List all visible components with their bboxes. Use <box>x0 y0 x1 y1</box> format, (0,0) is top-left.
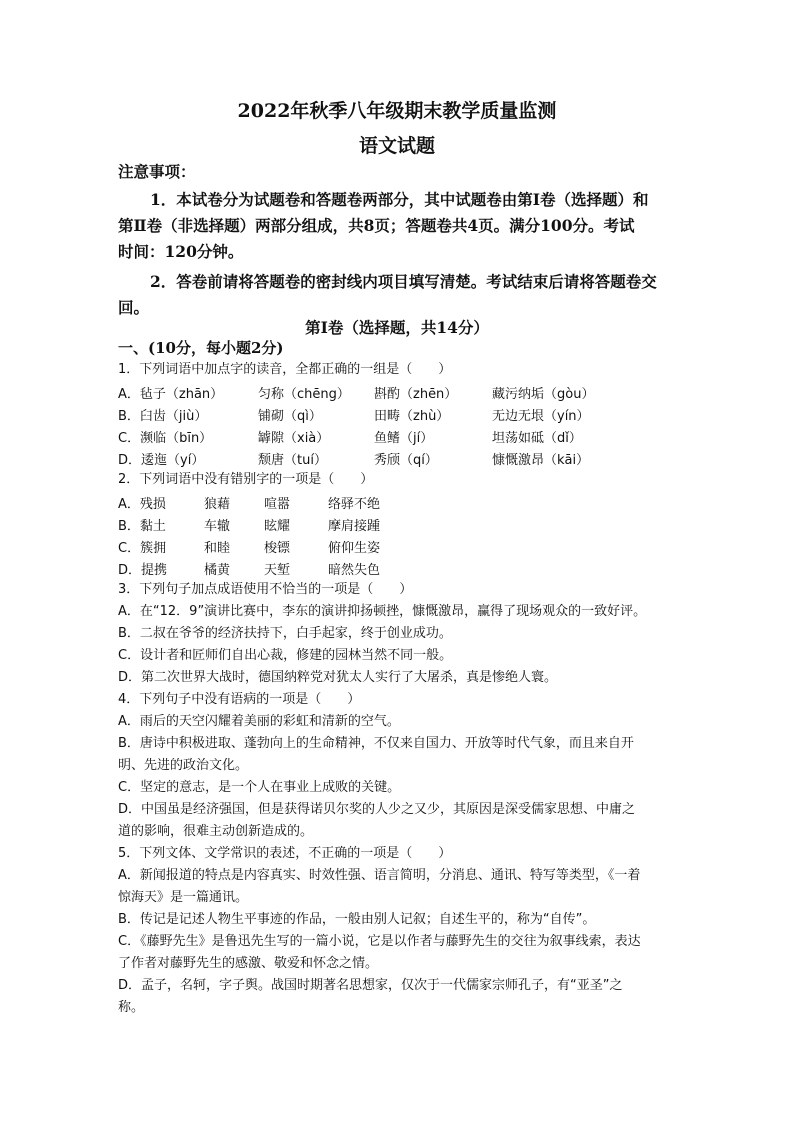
section-title: 第Ⅰ卷（选择题，共14分） <box>305 318 489 337</box>
q1-option: 罅隙（xià） <box>258 431 330 446</box>
q5-stem: 5．下列文体、文学常识的表述，不正确的一项是（ ） <box>118 846 452 861</box>
q1-option: B．臼齿（jiù） <box>118 409 208 424</box>
q4-option: 明、先进的政治文化。 <box>118 758 249 773</box>
q2-option: 摩肩接踵 <box>328 519 381 534</box>
q2-option: 喧嚣 <box>264 497 291 512</box>
q2-option: 眩耀 <box>264 519 291 534</box>
exam-title: 2022年秋季八年级期末教学质量监测 <box>237 100 557 122</box>
q2-option: 和睦 <box>204 541 231 556</box>
q2-option: 梭镖 <box>264 541 291 556</box>
exam-subtitle: 语文试题 <box>358 135 435 157</box>
notice-line: 第Ⅱ卷（非选择题）两部分组成，共8页；答题卷共4页。满分100分。考试 <box>118 216 635 235</box>
q3-option: B．二叔在爷爷的经济扶持下，白手起家，终于创业成功。 <box>118 626 452 641</box>
q5-option: B．传记是记述人物生平事迹的作品，一般由别人记叙；自述生平的，称为“自传”。 <box>118 912 596 927</box>
part-heading: 一、(10分，每小题2分) <box>118 339 284 357</box>
q5-option: C．《藤野先生》是鲁迅先生写的一篇小说，它是以作者与藤野先生的交往为叙事线索，表达 <box>118 934 641 949</box>
q2-option: 俯仰生姿 <box>328 541 381 556</box>
q4-option: D．中国虽是经济强国，但是获得诺贝尔奖的人少之又少，其原因是深受儒家思想、中庸之 <box>118 802 636 817</box>
q5-option: 称。 <box>118 1000 145 1015</box>
q1-option: 田畴（zhù） <box>374 409 450 424</box>
notice-line: 回。 <box>118 298 150 317</box>
q2-option: 车辙 <box>204 519 231 534</box>
q4-option: C．坚定的意志，是一个人在事业上成败的关键。 <box>118 780 401 795</box>
q2-option: 橘黄 <box>204 563 231 578</box>
q1-option: 无边无垠（yín） <box>492 409 590 424</box>
notice-heading: 注意事项： <box>118 162 196 181</box>
q2-option: 络驿不绝 <box>328 497 381 512</box>
q4-stem: 4．下列句子中没有语病的一项是（ ） <box>118 692 361 707</box>
q2-option: B．黏土 <box>118 519 166 534</box>
q1-option: 鱼鳍（jí） <box>374 431 434 446</box>
q1-option: 颓唐（tuí） <box>258 453 327 468</box>
q1-stem: 1．下列词语中加点字的读音，全都正确的一组是（ ） <box>118 362 452 377</box>
q5-option: 了作者对藤野先生的感激、敬爱和怀念之情。 <box>118 956 379 971</box>
q1-option: 斟酌（zhēn） <box>374 387 458 402</box>
q2-option: A．残损 <box>118 497 166 512</box>
q2-option: 暗然失色 <box>328 563 381 578</box>
q3-option: A．在“12．9”演讲比赛中，李东的演讲抑扬顿挫，慷慨激昂，赢得了现场观众的一致好评。 <box>118 604 647 619</box>
q2-option: 狼藉 <box>204 497 231 512</box>
q3-option: C．设计者和匠师们自出心裁，修建的园林当然不同一般。 <box>118 648 453 663</box>
q5-option: A．新闻报道的特点是内容真实、时效性强、语言简明，分消息、通讯、特写等类型，《一着 <box>118 868 641 883</box>
q4-option: 道的影响，很难主动创新造成的。 <box>118 824 314 839</box>
q2-option: 天堑 <box>264 563 291 578</box>
q1-option: D．逶迤（yí） <box>118 453 205 468</box>
notice-line: 时间：120分钟。 <box>118 242 244 261</box>
q5-option: 惊海天》是一篇通讯。 <box>118 890 249 905</box>
notice-line: 1．本试卷分为试题卷和答题卷两部分，其中试题卷由第Ⅰ卷（选择题）和 <box>150 190 649 209</box>
q1-option: 秀颀（qí） <box>374 453 438 468</box>
q3-stem: 3．下列句子加点成语使用不恰当的一项是（ ） <box>118 582 413 597</box>
q1-option: A．毡子（zhān） <box>118 387 224 402</box>
q1-option: C．濒临（bīn） <box>118 431 213 446</box>
q1-option: 铺砌（qì） <box>258 409 322 424</box>
q3-option: D．第二次世界大战时，德国纳粹党对犹太人实行了大屠杀，真是惨绝人寰。 <box>118 670 558 685</box>
q1-option: 坦荡如砥（dǐ） <box>492 431 582 446</box>
q1-option: 慷慨激昂（kāi） <box>492 453 590 468</box>
notice-line: 2．答卷前请将答题卷的密封线内项目填写清楚。考试结束后请将答题卷交 <box>150 272 657 291</box>
q1-option: 藏污纳垢（gòu） <box>492 387 595 402</box>
q2-option: C．簇拥 <box>118 541 167 556</box>
q5-option: D．孟子，名轲，字子舆。战国时期著名思想家，仅次于一代儒家宗师孔子，有“亚圣”之 <box>118 978 623 993</box>
q2-option: D．提携 <box>118 563 168 578</box>
q1-option: 匀称（chēng） <box>258 387 350 402</box>
q4-option: B．唐诗中积极进取、蓬勃向上的生命精神，不仅来自国力、开放等时代气象，而且来自开 <box>118 736 634 751</box>
q2-stem: 2．下列词语中没有错别字的一项是（ ） <box>118 472 374 487</box>
q4-option: A．雨后的天空闪耀着美丽的彩虹和清新的空气。 <box>118 714 400 729</box>
